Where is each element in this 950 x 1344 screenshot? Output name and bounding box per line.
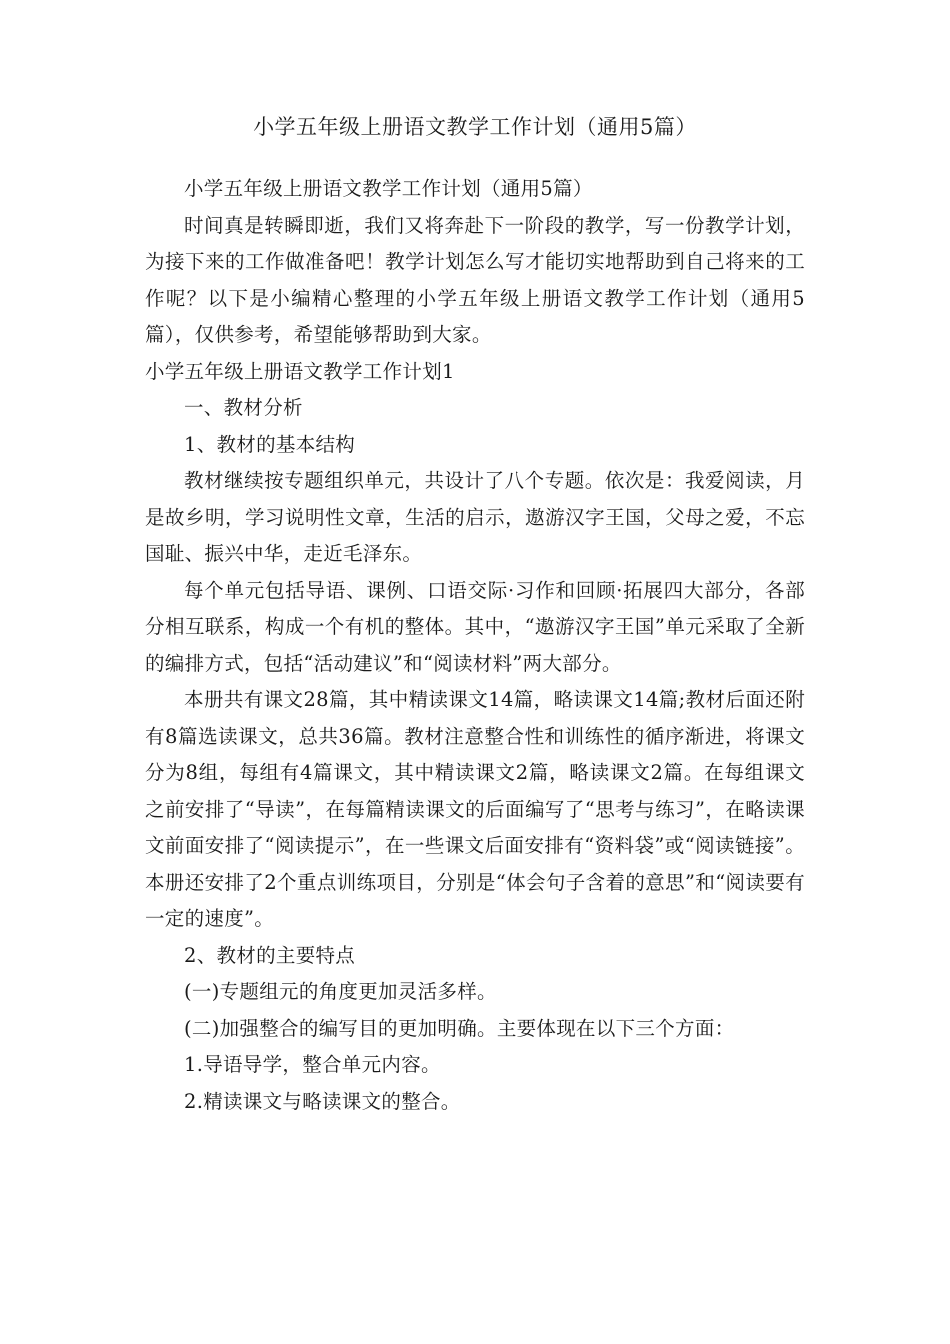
heading-main-features: 2、教材的主要特点 [184, 943, 356, 967]
subtitle-paragraph: 小学五年级上册语文教学工作计划（通用5篇） [184, 177, 593, 200]
list-item-2: 2.精读课文与略读课文的整合。 [184, 1089, 461, 1113]
paragraph-unit-parts: 每个单元包括导语、课例、口语交际·习作和回顾·拓展四大部分，各部分相互联系，构成一个有机的整体。其中，“遨游汉字王国”单元采取了全新的编排方式，包括“活动建议”和“阅读材料”两大部分。 [145, 578, 805, 675]
list-item-1: 1.导语导学，整合单元内容。 [184, 1053, 441, 1076]
paragraph-topics: 教材继续按专题组织单元，共设计了八个专题。依次是：我爱阅读，月是故乡明，学习说明性文章，生活的启示，遨游汉字王国，父母之爱，不忘国耻、振兴中华，走近毛泽东。 [145, 469, 805, 565]
feature-item-1: (一)专题组元的角度更加灵活多样。 [184, 980, 497, 1003]
heading-textbook-analysis: 一、教材分析 [184, 396, 303, 419]
feature-item-2: (二)加强整合的编写目的更加明确。主要体现在以下三个方面： [184, 1016, 735, 1040]
paragraph-lesson-count: 本册共有课文28篇，其中精读课文14篇，略读课文14篇;教材后面还附有8篇选读课文，总共36篇。教材注意整合性和训练性的循序渐进，将课文分为8组，每组有4篇课文，其中精读课文2篇，略读课文2篇。在每组课文之前安排了“导读”，在每篇精读课文的后面编写了“思考与练习”，在略读课文前面安排了“阅读提示”，在一些课文后面安排有“资料袋”或“阅读链接”。本册还安排了2个重点训练项目，分别是“体会句子含着的意思”和“阅读要有一定的速度”。 [145, 688, 805, 930]
heading-basic-structure: 1、教材的基本结构 [184, 432, 356, 456]
intro-paragraph: 时间真是转瞬即逝，我们又将奔赴下一阶段的教学，写一份教学计划，为接下来的工作做准备吧！教学计划怎么写才能切实地帮助到自己将来的工作呢？以下是小编精心整理的小学五年级上册语文教学工作计划（通用5篇），仅供参考，希望能够帮助到大家。 [145, 213, 805, 346]
section-heading-plan-1: 小学五年级上册语文教学工作计划1 [145, 359, 455, 383]
document-title: 小学五年级上册语文教学工作计划（通用5篇） [253, 115, 697, 139]
document-body [145, 171, 805, 1120]
